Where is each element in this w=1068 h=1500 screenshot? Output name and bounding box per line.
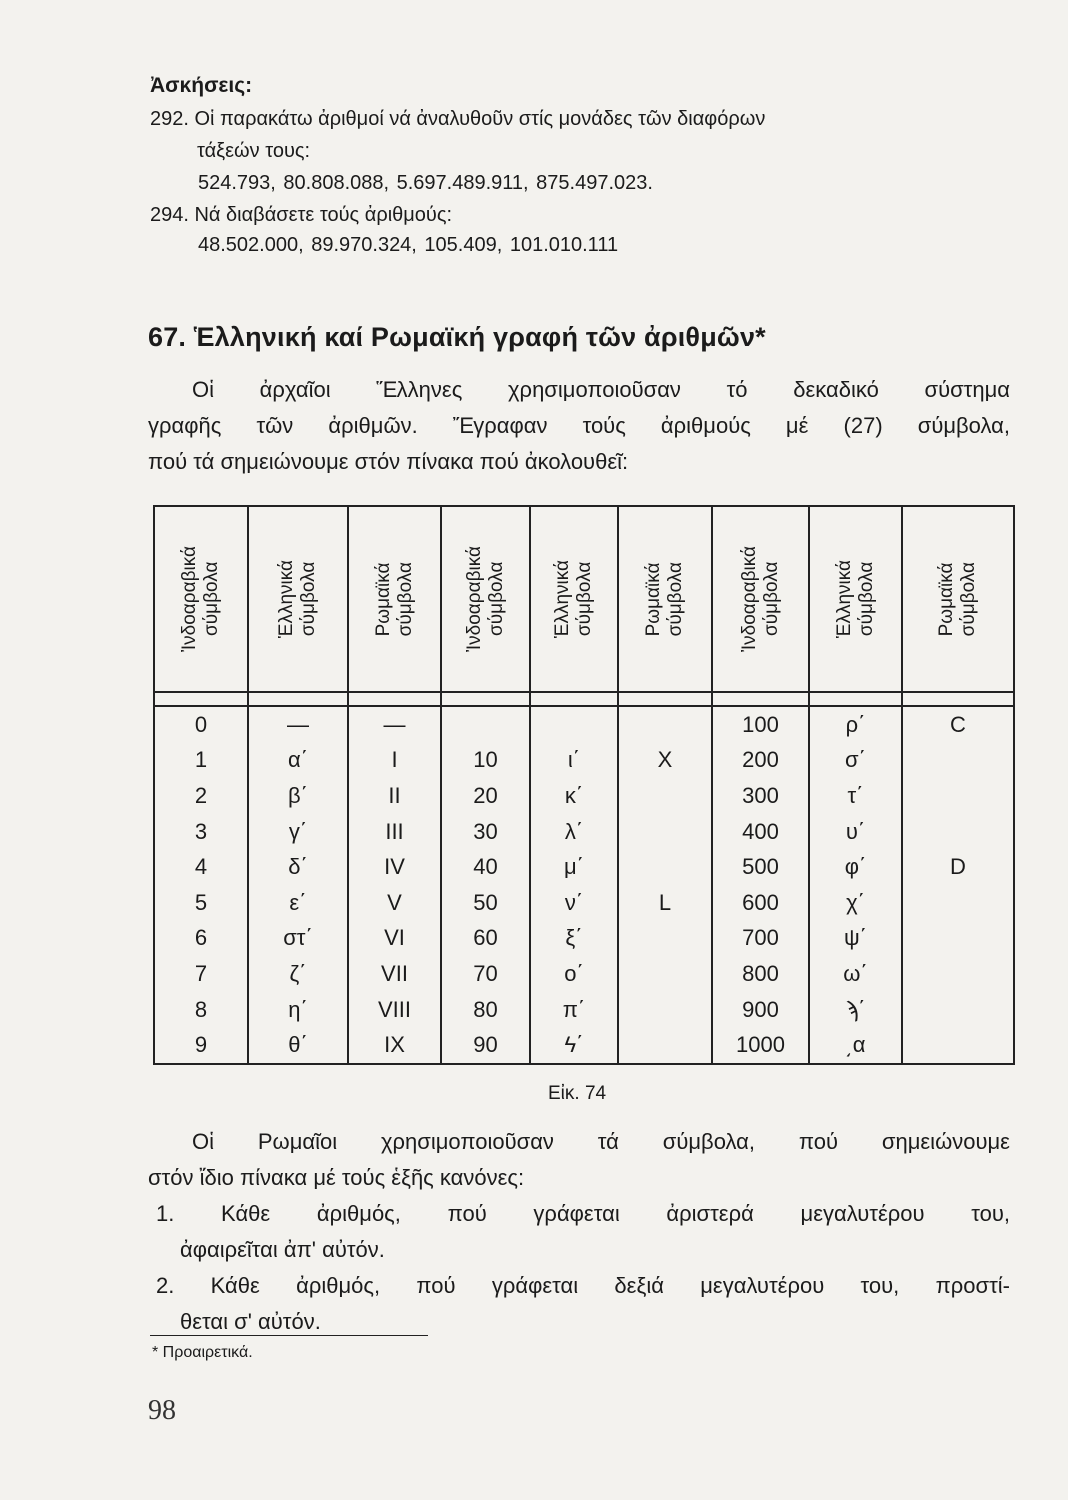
table-cell: 20 [441, 778, 530, 814]
col-header: Ρωμαϊκά σύμβολα [902, 506, 1014, 692]
table-cell: VIII [348, 992, 441, 1028]
col-header: Ἰνδοαραβικά σύμβολα [441, 506, 530, 692]
spacer-row [154, 692, 1014, 706]
footnote: * Προαιρετικά. [152, 1344, 253, 1361]
table-cell: ϟ΄ [530, 1027, 618, 1064]
spacer-cell [530, 692, 618, 706]
table-cell: VI [348, 921, 441, 957]
table-row [154, 992, 1014, 1028]
table-cell [618, 849, 712, 885]
table-body [154, 692, 1014, 1064]
table-cell: 1000 [712, 1027, 809, 1064]
table-cell: 50 [441, 885, 530, 921]
spacer-cell [154, 692, 248, 706]
table-cell: ξ΄ [530, 921, 618, 957]
table-cell: 70 [441, 956, 530, 992]
intro-line: γραφῆς τῶν ἀριθμῶν. Ἔγραφαν τούς ἀριθμούς μέ (27) σύμβολα, [148, 413, 1010, 438]
table-cell [902, 885, 1014, 921]
table-cell: 3 [154, 814, 248, 850]
table-cell: 7 [154, 956, 248, 992]
table-cell: 6 [154, 921, 248, 957]
table-cell: — [248, 706, 348, 743]
table-cell: II [348, 778, 441, 814]
table-cell: 80 [441, 992, 530, 1028]
spacer-cell [809, 692, 902, 706]
table-cell: ͵α [809, 1027, 902, 1064]
table-cell: 700 [712, 921, 809, 957]
page-number: 98 [148, 1395, 176, 1426]
spacer-cell [441, 692, 530, 706]
table-cell [902, 956, 1014, 992]
table-cell: 900 [712, 992, 809, 1028]
table-cell: τ΄ [809, 778, 902, 814]
table-cell: θ΄ [248, 1027, 348, 1064]
table-row [154, 743, 1014, 779]
intro-line: Οἱ ἀρχαῖοι Ἕλληνες χρησιμοποιοῦσαν τό δεκαδικό σύστημα [192, 377, 1010, 402]
footnote-divider [150, 1335, 428, 1336]
table-cell: IV [348, 849, 441, 885]
col-header: Ἑλληνικά σύμβολα [530, 506, 618, 692]
exercise-292-numbers: 524.793, 80.808.088, 5.697.489.911, 875.497.023. [198, 172, 653, 194]
table-cell: κ΄ [530, 778, 618, 814]
table-cell: 60 [441, 921, 530, 957]
spacer-cell [348, 692, 441, 706]
table-cell: ι΄ [530, 743, 618, 779]
col-header: Ἑλληνικά σύμβολα [248, 506, 348, 692]
table-cell: 30 [441, 814, 530, 850]
table-cell [530, 706, 618, 743]
table-cell: ο΄ [530, 956, 618, 992]
table-row [154, 885, 1014, 921]
table-cell: β΄ [248, 778, 348, 814]
table-cell: X [618, 743, 712, 779]
figure-caption: Εἰκ. 74 [548, 1083, 607, 1104]
spacer-cell [902, 692, 1014, 706]
table-row [154, 849, 1014, 885]
table-cell: III [348, 814, 441, 850]
table-cell: 400 [712, 814, 809, 850]
table-row [154, 814, 1014, 850]
table-cell: 90 [441, 1027, 530, 1064]
col-header: Ἰνδοαραβικά σύμβολα [154, 506, 248, 692]
rules-intro-line: Οἱ Ρωμαῖοι χρησιμοποιοῦσαν τά σύμβολα, πού σημειώνουμε [192, 1129, 1010, 1154]
table-cell: λ΄ [530, 814, 618, 850]
table-cell: μ΄ [530, 849, 618, 885]
table-cell: στ΄ [248, 921, 348, 957]
roman-rules-paragraph [148, 1124, 1010, 1340]
table-cell: 1 [154, 743, 248, 779]
table-cell [902, 778, 1014, 814]
rule-2: 2. Κάθε ἀριθμός, πού γράφεται δεξιά μεγαλυτέρου του, προστί- [156, 1273, 1010, 1298]
table-cell: α΄ [248, 743, 348, 779]
table-cell [902, 814, 1014, 850]
table-cell: ω΄ [809, 956, 902, 992]
table-row [154, 956, 1014, 992]
table-cell: 8 [154, 992, 248, 1028]
table-cell [618, 956, 712, 992]
rule-1-cont: ἀφαιρεῖται ἀπ' αὐτόν. [180, 1237, 385, 1262]
rule-1: 1. Κάθε ἀριθμός, πού γράφεται ἀριστερά μεγαλυτέρου του, [156, 1201, 1010, 1226]
table-cell [618, 814, 712, 850]
table-cell: 100 [712, 706, 809, 743]
numeral-table [153, 505, 1015, 1065]
table-cell: I [348, 743, 441, 779]
exercise-294-text: 294. Νά διαβάσετε τούς ἀριθμούς: [150, 204, 453, 226]
rules-intro-line: στόν ἴδιο πίνακα μέ τούς ἑξῆς κανόνες: [148, 1165, 525, 1190]
spacer-cell [248, 692, 348, 706]
table-cell [902, 992, 1014, 1028]
numeral-table-container [153, 505, 1013, 1073]
table-cell: 200 [712, 743, 809, 779]
table-cell: 800 [712, 956, 809, 992]
table-cell: ρ΄ [809, 706, 902, 743]
table-cell: δ΄ [248, 849, 348, 885]
table-cell: 500 [712, 849, 809, 885]
table-cell: υ΄ [809, 814, 902, 850]
spacer-cell [712, 692, 809, 706]
table-cell: χ΄ [809, 885, 902, 921]
table-cell [618, 1027, 712, 1064]
table-cell: ε΄ [248, 885, 348, 921]
exercise-292-text-cont: τάξεών τους: [197, 140, 311, 162]
col-header: Ἑλληνικά σύμβολα [809, 506, 902, 692]
table-cell [902, 1027, 1014, 1064]
table-cell [902, 743, 1014, 779]
spacer-cell [618, 692, 712, 706]
exercise-294-numbers: 48.502.000, 89.970.324, 105.409, 101.010.111 [198, 234, 619, 256]
table-row [154, 1027, 1014, 1064]
section-title: 67. Ἑλληνική καί Ρωμαϊκή γραφή τῶν ἀριθμῶν* [148, 322, 766, 352]
col-header: Ρωμαϊκά σύμβολα [618, 506, 712, 692]
table-cell: 10 [441, 743, 530, 779]
table-cell: σ΄ [809, 743, 902, 779]
table-cell: ϡ΄ [809, 992, 902, 1028]
table-cell: 4 [154, 849, 248, 885]
table-cell [618, 992, 712, 1028]
exercises-heading: Ἀσκήσεις: [150, 74, 253, 97]
table-row [154, 778, 1014, 814]
table-cell: V [348, 885, 441, 921]
table-cell [618, 778, 712, 814]
table-cell: IX [348, 1027, 441, 1064]
table-cell: 0 [154, 706, 248, 743]
table-cell: ζ΄ [248, 956, 348, 992]
table-cell: 9 [154, 1027, 248, 1064]
table-cell: π΄ [530, 992, 618, 1028]
table-cell: C [902, 706, 1014, 743]
exercise-292-text: 292. Οἱ παρακάτω ἀριθμοί νά ἀναλυθοῦν στίς μονάδες τῶν διαφόρων [150, 108, 766, 130]
table-cell: — [348, 706, 441, 743]
table-cell: 2 [154, 778, 248, 814]
header-row [154, 506, 1014, 692]
table-row [154, 921, 1014, 957]
table-cell: 5 [154, 885, 248, 921]
table-cell: ψ΄ [809, 921, 902, 957]
table-cell [618, 921, 712, 957]
table-cell [441, 706, 530, 743]
table-row [154, 706, 1014, 743]
table-cell: 600 [712, 885, 809, 921]
intro-line: πού τά σημειώνουμε στόν πίνακα πού ἀκολουθεῖ: [148, 449, 629, 474]
table-cell [618, 706, 712, 743]
table-cell: D [902, 849, 1014, 885]
table-cell: η΄ [248, 992, 348, 1028]
col-header: Ἰνδοαραβικά σύμβολα [712, 506, 809, 692]
table-cell: ν΄ [530, 885, 618, 921]
table-cell [902, 921, 1014, 957]
table-cell: VII [348, 956, 441, 992]
table-cell: φ΄ [809, 849, 902, 885]
rule-2-cont: θεται σ' αὐτόν. [180, 1309, 321, 1334]
table-cell: 40 [441, 849, 530, 885]
table-cell: L [618, 885, 712, 921]
intro-paragraph [148, 372, 1010, 480]
col-header: Ρωμαϊκά σύμβολα [348, 506, 441, 692]
table-cell: 300 [712, 778, 809, 814]
table-cell: γ΄ [248, 814, 348, 850]
